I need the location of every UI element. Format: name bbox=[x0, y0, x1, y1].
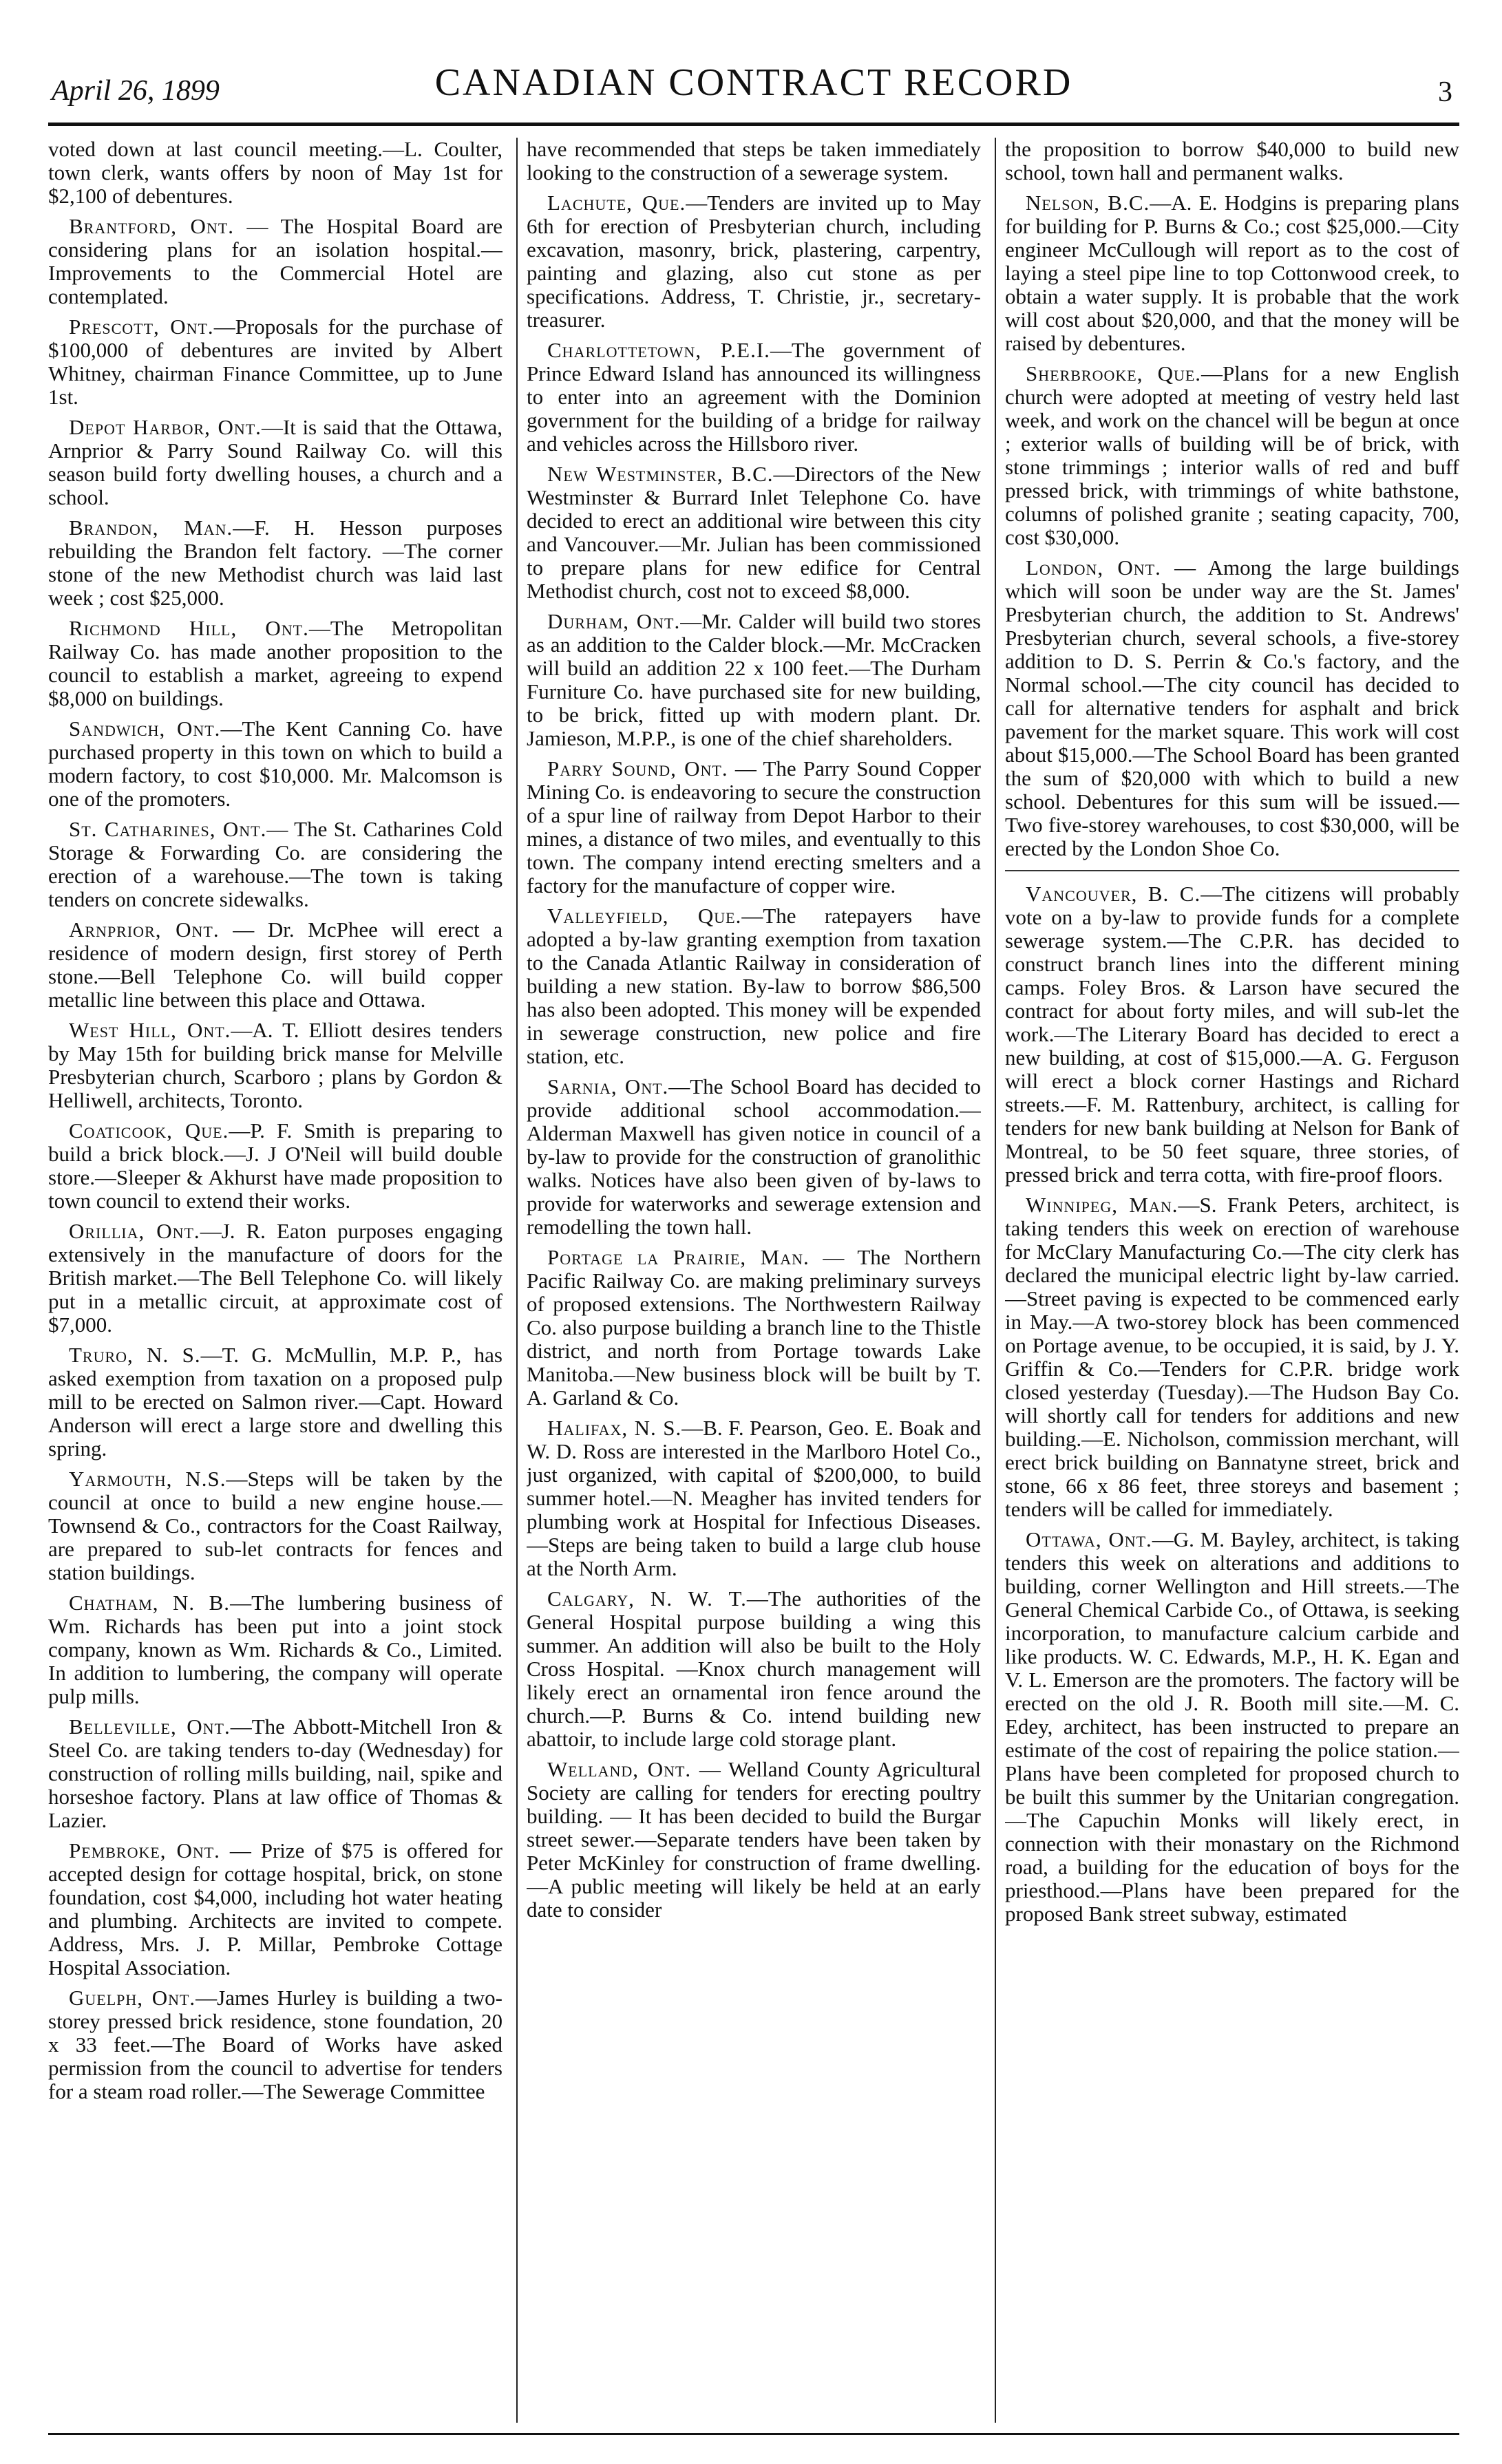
item-text: the proposition to borrow $40,000 to build new school, town hall and permanent walks. bbox=[1005, 138, 1459, 184]
item-text: — Among the large buildings which will soon be under way are the St. James' Presbyterian church, the addition to St. Andrews' Presbyterian church, several schools, a five-storey addition to D. S. Perrin & Co.'s factory, and the Normal school.—The city council has decided to call for alternative tenders for asphalt and brick pavement for the market square. This work will cost about $15,000.—The School Board has been granted the sum of $20,000 with which to build a new school. Debentures for this sum will be issued.—Two five-storey warehouses, to cost $30,000, will be erected by the London Shoe Co. bbox=[1005, 555, 1459, 860]
place-heading: Truro, N. S. bbox=[69, 1343, 201, 1367]
place-heading: Sherbrooke, Que. bbox=[1026, 361, 1202, 385]
item-text: have recommended that steps be taken immediately looking to the construction of a sewerage system. bbox=[527, 138, 981, 184]
news-item bbox=[48, 1467, 503, 1584]
item-text: voted down at last council meeting.—L. Coulter, town clerk, wants offers by noon of May 1st for $2,100 of debentures. bbox=[48, 138, 503, 208]
place-heading: Ottawa, Ont. bbox=[1026, 1527, 1152, 1551]
item-text: — The Parry Sound Copper Mining Co. is endeavoring to secure the construction of a spur line of railway from Depot Harbor to their mines, a distance of two miles, and eventually to this town. The company intend erecting smelters and a factory for the manufacture of copper wire. bbox=[527, 756, 981, 898]
news-item bbox=[527, 757, 981, 898]
news-item bbox=[527, 904, 981, 1068]
news-item bbox=[527, 463, 981, 603]
item-text: —Tenders are invited up to May 6th for erection of Presbyterian church, including excavation, masonry, brick, plastering, carpentry, painting and glazing, also cut stone as per specifications. Address, T. Christie, jr., secretary-treasurer. bbox=[527, 191, 981, 332]
item-text: —A. T. Elliott desires tenders by May 15th for building brick manse for Melville Presbyterian church, Scarboro ; plans by Gordon & Helliwell, architects, Toronto. bbox=[48, 1018, 503, 1112]
place-heading: London, Ont. bbox=[1026, 555, 1161, 580]
place-heading: Coaticook, Que. bbox=[69, 1118, 229, 1143]
news-item bbox=[527, 191, 981, 332]
news-item bbox=[48, 416, 503, 509]
news-item bbox=[527, 610, 981, 750]
item-text: —Plans for a new English church were adopted at meeting of vestry held last week, and work on the chancel will be begun at once ; exterior walls of building will be of brick, with stone trimmings ; interior walls of red and buff pressed brick, with trimmings of white bathstone, columns of polished granite ; seating capacity, 700, cost $30,000. bbox=[1005, 361, 1459, 549]
place-heading: Chatham, N. B. bbox=[69, 1591, 231, 1615]
news-item bbox=[1005, 1193, 1459, 1521]
news-item bbox=[1005, 882, 1459, 1187]
place-heading: Halifax, N. S. bbox=[547, 1416, 682, 1440]
item-text: — Welland County Agricultural Society are calling for tenders for erecting poultry building. — It has been decided to build the Burgar street sewer.—Separate tenders have been taken by Peter McKinley for construction of frame dwelling.—A public meeting will likely be held at an early date to consider bbox=[527, 1757, 981, 1922]
news-item bbox=[48, 1343, 503, 1461]
news-item bbox=[527, 1416, 981, 1580]
news-item bbox=[1005, 191, 1459, 355]
column-divider bbox=[995, 138, 996, 2423]
news-item bbox=[527, 1758, 981, 1922]
place-heading: Brandon, Man. bbox=[69, 516, 233, 540]
place-heading: Prescott, Ont. bbox=[69, 315, 214, 339]
news-item bbox=[527, 138, 981, 184]
place-heading: Arnprior, Ont. bbox=[69, 917, 220, 942]
section-separator bbox=[1005, 870, 1459, 871]
place-heading: Valleyfield, Que. bbox=[547, 904, 742, 928]
news-item bbox=[48, 1591, 503, 1708]
item-text: —It is said that the Ottawa, Arnprior & Parry Sound Railway Co. will this season build forty dwelling houses, a church and a school. bbox=[48, 415, 503, 509]
news-item bbox=[48, 1220, 503, 1337]
place-heading: Portage la Prairie, Man. bbox=[547, 1245, 810, 1269]
place-heading: Sandwich, Ont. bbox=[69, 716, 221, 741]
item-text: —The authorities of the General Hospital purpose building a wing this summer. An addition will also be built to the Holy Cross Hospital. —Knox church management will likely erect an ornamental iron fence around the church.—P. Burns & Co. intend building new abattoir, to include large cold storage plant. bbox=[527, 1586, 981, 1751]
place-heading: Belleville, Ont. bbox=[69, 1714, 231, 1739]
news-item bbox=[1005, 556, 1459, 860]
item-text: —A. E. Hodgins is preparing plans for building for P. Burns & Co.; cost $25,000.—City engineer McCullough will report as to the cost of laying a steel pipe line to top Cottonwood creek, to obtain a water supply. It is probable that the work will cost about $20,000, and that the money will be raised by debentures. bbox=[1005, 191, 1459, 355]
place-heading: New Westminster, B.C. bbox=[547, 462, 774, 486]
news-item bbox=[48, 918, 503, 1012]
column-3 bbox=[1005, 138, 1459, 2423]
place-heading: Calgary, N. W. T. bbox=[547, 1586, 747, 1611]
news-item bbox=[48, 1019, 503, 1112]
item-text: —The School Board has decided to provide additional school accommodation.—Alderman Maxwell has given notice in council of a by-law to provide for the construction of granolithic walks. Notices have also been given of by-laws to provide for waterworks and sewerage extension and remodelling the town hall. bbox=[527, 1074, 981, 1239]
item-text: —The citizens will probably vote on a by-law to provide funds for a complete sewerage system.—The C.P.R. has decided to construct branch lines into the different mining camps. Foley Bros. & Larson have secured the contract for about forty miles, and will sub-let the work.—The Literary Board has decided to erect a new building, at cost of $15,000.—A. G. Ferguson will erect a block corner Hastings and Richard streets.—F. M. Rattenbury, architect, is calling for tenders for new bank building at Nelson for Bank of Montreal, to be 50 feet square, three stories, of pressed brick and terra cotta, with fire-proof floors. bbox=[1005, 882, 1459, 1187]
news-item bbox=[48, 1119, 503, 1213]
place-heading: Yarmouth, N.S. bbox=[69, 1467, 226, 1491]
news-item bbox=[48, 516, 503, 610]
place-heading: Orillia, Ont. bbox=[69, 1219, 200, 1243]
page-number: 3 bbox=[1438, 76, 1452, 108]
item-text: —The Kent Canning Co. have purchased property in this town on which to build a modern factory, to cost $10,000. Mr. Malcomson is one of the promoters. bbox=[48, 716, 503, 811]
article-columns bbox=[48, 138, 1459, 2423]
column-divider bbox=[516, 138, 518, 2423]
footer-rule bbox=[48, 2433, 1459, 2435]
news-item bbox=[48, 818, 503, 911]
item-text: —P. F. Smith is preparing to build a brick block.—J. J O'Neil will build double store.—Sleeper & Akhurst have made proposition to town council to extend their works. bbox=[48, 1118, 503, 1213]
place-heading: Richmond Hill, Ont. bbox=[69, 616, 309, 640]
column-1 bbox=[48, 138, 503, 2423]
place-heading: Depot Harbor, Ont. bbox=[69, 415, 262, 439]
place-heading: Brantford, Ont. bbox=[69, 214, 235, 238]
place-heading: Winnipeg, Man. bbox=[1026, 1193, 1178, 1217]
news-item bbox=[1005, 138, 1459, 184]
place-heading: Parry Sound, Ont. bbox=[547, 756, 728, 780]
item-text: —T. G. McMullin, M.P. P., has asked exemption from taxation on a proposed pulp mill to be erected on Salmon river.—Capt. Howard Anderson will erect a large store and dwelling this spring. bbox=[48, 1343, 503, 1461]
news-item bbox=[527, 1246, 981, 1410]
news-item bbox=[48, 1986, 503, 2103]
item-text: — Dr. McPhee will erect a residence of modern design, first storey of Perth stone.—Bell Telephone Co. will build copper metallic line between this place and Ottawa. bbox=[48, 917, 503, 1012]
item-text: —James Hurley is building a two-storey pressed brick residence, stone foundation, 20 x 33 feet.—The Board of Works have asked permission from the council to advertise for tenders for a steam road roller.—The Sewerage Committee bbox=[48, 1986, 503, 2103]
news-item bbox=[527, 1075, 981, 1239]
item-text: —The Metropolitan Railway Co. has made another proposition to the council to establish a market, agreeing to expend $8,000 on buildings. bbox=[48, 616, 503, 710]
place-heading: Charlottetown, P.E.I. bbox=[547, 338, 770, 362]
place-heading: West Hill, Ont. bbox=[69, 1018, 231, 1042]
news-item bbox=[48, 138, 503, 208]
column-2 bbox=[527, 138, 981, 2423]
item-text: — The Northern Pacific Railway Co. are making preliminary surveys of proposed extensions. The Northwestern Railway Co. also purpose building a branch line to the Thistle district, and north from Portage towards Lake Manitoba.—New business block will be built by T. A. Garland & Co. bbox=[527, 1245, 981, 1410]
item-text: —Steps will be taken by the council at once to build a new engine house.—Townsend & Co., contractors for the Coast Railway, are prepared to sub-let contracts for fences and station buildings. bbox=[48, 1467, 503, 1584]
place-heading: Nelson, B.C. bbox=[1026, 191, 1150, 215]
news-item bbox=[527, 1587, 981, 1751]
news-item bbox=[48, 315, 503, 409]
news-item bbox=[48, 215, 503, 308]
news-item bbox=[48, 617, 503, 710]
item-text: —Proposals for the purchase of $100,000 of debentures are invited by Albert Whitney, chairman Finance Committee, up to June 1st. bbox=[48, 315, 503, 409]
item-text: —Mr. Calder will build two stores as an addition to the Calder block.—Mr. McCracken will build an addition 22 x 100 feet.—The Durham Furniture Co. have purchased site for new building, to be brick, fitted up with modern plant. Dr. Jamieson, M.P.P., is one of the chief shareholders. bbox=[527, 609, 981, 750]
item-text: —J. R. Eaton purposes engaging extensively in the manufacture of doors for the British market.—The Bell Telephone Co. will likely put in a metallic circuit, at approximate cost of $7,000. bbox=[48, 1219, 503, 1337]
news-item bbox=[1005, 362, 1459, 549]
issue-date: April 26, 1899 bbox=[52, 75, 220, 107]
item-text: — Prize of $75 is offered for accepted design for cottage hospital, brick, on stone foundation, cost $4,000, including hot water heating and plumbing. Architects are invited to compete. Address, Mrs. J. P. Millar, Pembroke Cottage Hospital Association. bbox=[48, 1838, 503, 1979]
item-text: — The St. Catharines Cold Storage & Forwarding Co. are considering the erection of a warehouse.—The town is taking tenders on concrete sidewalks. bbox=[48, 817, 503, 911]
news-item bbox=[1005, 1528, 1459, 1926]
publication-title: CANADIAN CONTRACT RECORD bbox=[434, 61, 1073, 104]
page-header bbox=[48, 61, 1459, 126]
item-text: —The lumbering business of Wm. Richards has been put into a joint stock company, known as Wm. Richards & Co., Limited. In addition to lumbering, the company will operate pulp mills. bbox=[48, 1591, 503, 1708]
item-text: —F. H. Hesson purposes rebuilding the Brandon felt factory. —The corner stone of the new Methodist church was laid last week ; cost $25,000. bbox=[48, 516, 503, 610]
place-heading: Welland, Ont. bbox=[547, 1757, 692, 1781]
item-text: — The Hospital Board are considering plans for an isolation hospital.—Improvements to the Commercial Hotel are contemplated. bbox=[48, 214, 503, 308]
news-item bbox=[527, 339, 981, 456]
place-heading: St. Catharines, Ont. bbox=[69, 817, 267, 841]
place-heading: Sarnia, Ont. bbox=[547, 1074, 669, 1098]
item-text: —The government of Prince Edward Island has announced its willingness to enter into an agreement with the Dominion government for the building of a bridge for railway and vehicles across the Hillsboro river. bbox=[527, 338, 981, 456]
news-item bbox=[48, 1715, 503, 1832]
place-heading: Durham, Ont. bbox=[547, 609, 681, 633]
item-text: —Directors of the New Westminster & Burrard Inlet Telephone Co. have decided to erect an additional wire between this city and Vancouver.—Mr. Julian has been commissioned to prepare plans for new edifice for Central Methodist church, cost not to exceed $8,000. bbox=[527, 462, 981, 603]
item-text: —The Abbott-Mitchell Iron & Steel Co. are taking tenders to-day (Wednesday) for construction of rolling mills building, nail, spike and horseshoe factory. Plans at law office of Thomas & Lazier. bbox=[48, 1714, 503, 1832]
place-heading: Pembroke, Ont. bbox=[69, 1838, 220, 1862]
news-item bbox=[48, 717, 503, 811]
place-heading: Vancouver, B. C. bbox=[1026, 882, 1201, 906]
item-text: —The ratepayers have adopted a by-law granting exemption from taxation to the Canada Atlantic Railway in consideration of building a new station. By-law to borrow $86,500 has also been adopted. This money will be expended in sewerage construction, new police and fire station, etc. bbox=[527, 904, 981, 1068]
item-text: —G. M. Bayley, architect, is taking tenders this week on alterations and additions to building, corner Wellington and Hill streets.—The General Chemical Carbide Co., of Ottawa, is seeking incorporation, to manufacture calcium carbide and like products. W. C. Edwards, M.P., H. K. Egan and V. L. Emerson are the promoters. The factory will be erected on the old J. R. Booth mill site.—M. C. Edey, architect, has been instructed to prepare an estimate of the cost of repairing the police station.—Plans have been completed for proposed church to be built this summer by the Unitarian congregation.—The Capuchin Monks will likely erect, in connection with their monastary on the Richmond road, a building for the education of boys for the priesthood.—Plans have been prepared for the proposed Bank street subway, estimated bbox=[1005, 1527, 1459, 1926]
place-heading: Lachute, Que. bbox=[547, 191, 686, 215]
item-text: —B. F. Pearson, Geo. E. Boak and W. D. Ross are interested in the Marlboro Hotel Co., just organized, with capital of $200,000, to build summer hotel.—N. Meagher has invited tenders for plumbing work at Hospital for Infectious Diseases.—Steps are being taken to build a large club house at the North Arm. bbox=[527, 1416, 981, 1580]
item-text: —S. Frank Peters, architect, is taking tenders this week on erection of warehouse for McClary Manufacturing Co.—The city clerk has declared the municipal electric light by-law carried.—Street paving is expected to be commenced early in May.—A two-storey block has been commenced on Portage avenue, to be occupied, it is said, by J. Y. Griffin & Co.—Tenders for C.P.R. bridge work closed yesterday (Tuesday).—The Hudson Bay Co. will shortly call for tenders for additions and new building.—E. Nicholson, commission merchant, will erect brick building on Bannatyne street, brick and stone, 66 x 86 feet, three storeys and basement ; tenders will be called for immediately. bbox=[1005, 1193, 1459, 1521]
news-item bbox=[48, 1839, 503, 1979]
place-heading: Guelph, Ont. bbox=[69, 1986, 196, 2010]
